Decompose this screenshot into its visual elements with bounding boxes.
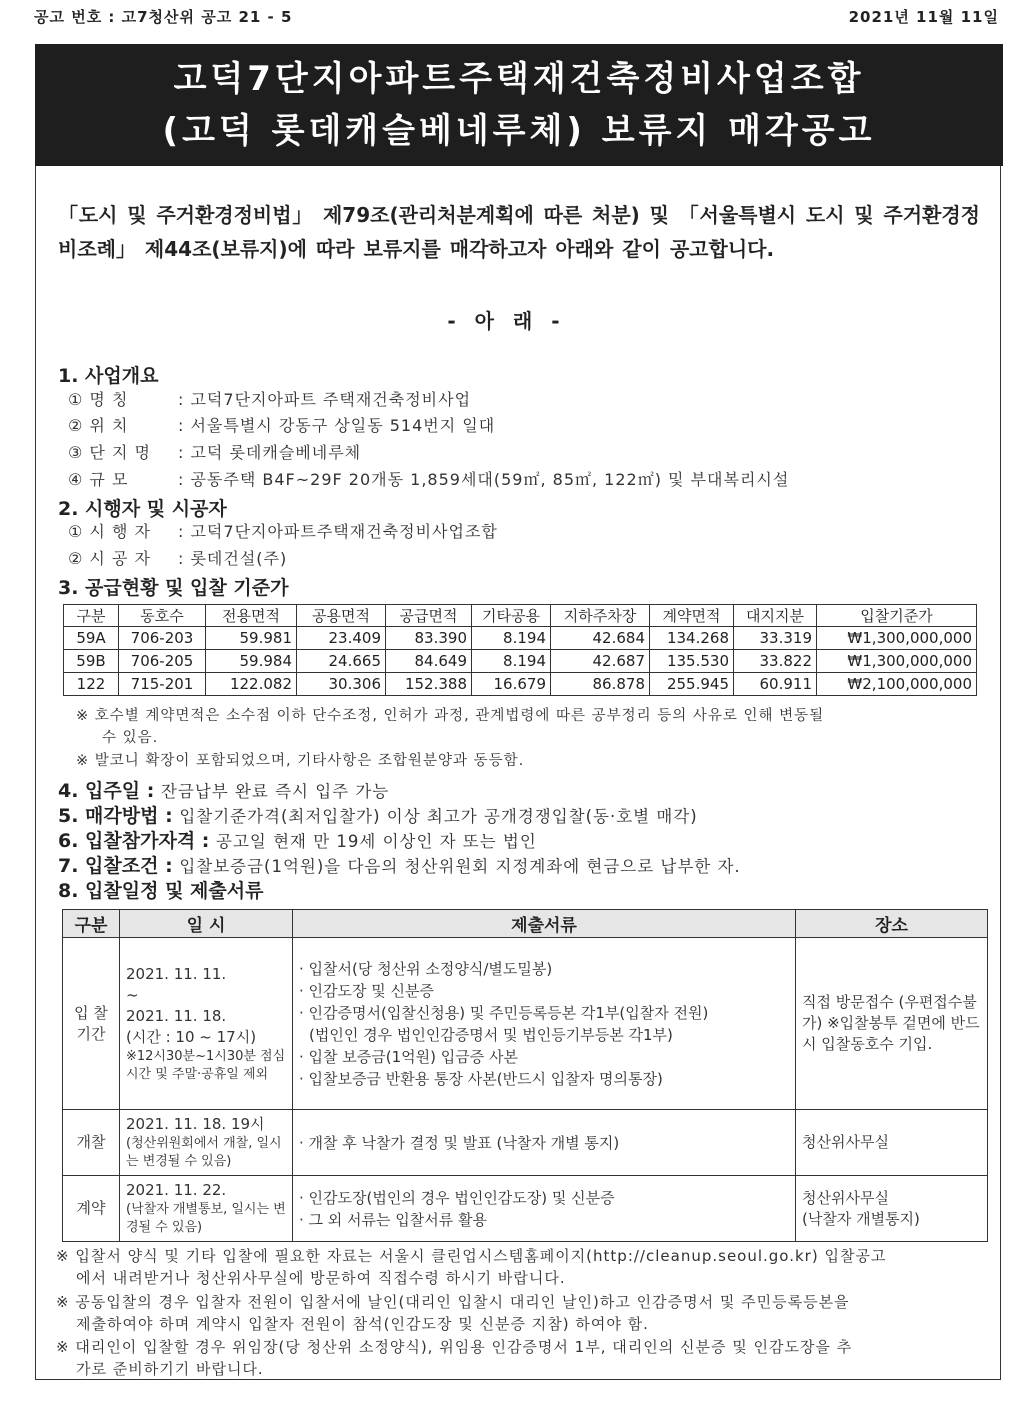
contract-note: (낙찰자 개별통보, 일시는 변경될 수 있음)	[126, 1202, 286, 1235]
title-line-2: (고덕 롯데캐슬베네루체) 보류지 매각공고	[162, 111, 876, 151]
place-cell: 직접 방문접수 (우편접수불가) ※입찰봉투 겉면에 반드시 입찰동호수 기입.	[796, 938, 988, 1110]
col-header: 제출서류	[293, 910, 796, 938]
cell: 86.878	[551, 673, 650, 696]
cell: 60.911	[734, 673, 817, 696]
section-1-title: 1. 사업개요	[58, 365, 159, 387]
col-header: 구분	[64, 605, 119, 627]
table-row	[64, 650, 977, 673]
section-4-value: 잔금납부 완료 즉시 입주 가능	[160, 782, 390, 801]
overview-item-scale	[68, 467, 789, 490]
section-6-value: 공고일 현재 만 19세 이상인 자 또는 법인	[216, 832, 537, 851]
schedule-cell	[120, 1176, 293, 1242]
area-note-line-2: 수 있음.	[102, 730, 159, 746]
cell: 135.530	[650, 650, 734, 673]
cell: 42.684	[551, 627, 650, 650]
cell: 16.679	[472, 673, 551, 696]
time-range: (시간 : 10 ~ 17시)	[126, 1027, 257, 1046]
cell: 8.194	[472, 650, 551, 673]
item-value: : 고덕7단지아파트 주택재건축정비사업	[178, 390, 472, 409]
cell: 24.665	[297, 650, 386, 673]
area-note-line-1: ※ 호수별 계약면적은 소수점 이하 단수조정, 인허가 과정, 관계법령에 따른 공부정리 등의 사유로 인해 변동될	[76, 708, 825, 724]
table-header-row	[63, 910, 988, 938]
cell: ₩1,300,000,000	[817, 650, 977, 673]
cell: 33.822	[734, 650, 817, 673]
cell: 83.390	[386, 627, 472, 650]
title-banner	[35, 44, 1003, 166]
list-item: · 그 외 서류는 입찰서류 활용	[299, 1210, 487, 1229]
footnote-2-line-1: ※ 공동입찰의 경우 입찰자 전원이 입찰서에 날인(대리인 입찰시 대리인 날인)하고 인감증명서 및 주민등록등본을	[56, 1293, 850, 1311]
cell: 30.306	[297, 673, 386, 696]
overview-item-location	[68, 413, 495, 436]
cell: 8.194	[472, 627, 551, 650]
list-item: · 입찰 보증금(1억원) 입금증 사본	[299, 1047, 518, 1066]
place-cell: 청산위사무실	[796, 1110, 988, 1176]
section-7-label: 7. 입찰조건 :	[58, 855, 173, 877]
item-key: ① 명 칭	[68, 390, 129, 409]
item-key: ② 위 치	[68, 416, 129, 435]
col-header: 입찰기준가	[817, 605, 977, 627]
section-2-title: 2. 시행자 및 시공자	[58, 498, 227, 520]
table-header-row	[64, 605, 977, 627]
cell: 23.409	[297, 627, 386, 650]
place-line-2: (낙찰자 개별통지)	[802, 1209, 920, 1228]
documents-cell	[293, 1176, 796, 1242]
item-key: ② 시 공 자	[68, 549, 151, 568]
overview-item-name	[68, 387, 471, 410]
cell: 59A	[64, 627, 119, 650]
date-start: 2021. 11. 11.	[126, 964, 227, 983]
item-value: : 공동주택 B4F~29F 20개동 1,859세대(59㎡, 85㎡, 122㎡) 및 부대복리시설	[178, 470, 790, 489]
lunch-note: ※12시30분~1시30분 점심시간 및 주말·공휴일 제외	[126, 1048, 286, 1082]
date-tilde: ~	[126, 985, 139, 1004]
section-4-label: 4. 입주일 :	[58, 780, 155, 802]
builder-item	[68, 546, 287, 569]
item-value: : 고덕7단지아파트주택재건축정비사업조합	[178, 522, 498, 541]
section-8-title: 8. 입찰일정 및 제출서류	[58, 880, 264, 902]
notice-number: 공고 번호 : 고7청산위 공고 21 - 5	[34, 8, 293, 26]
cell: 706-203	[119, 627, 206, 650]
table-row	[63, 1176, 988, 1242]
cell: 255.945	[650, 673, 734, 696]
section-5	[58, 801, 698, 828]
col-header: 동호수	[119, 605, 206, 627]
date-open: 2021. 11. 18. 19시	[126, 1115, 265, 1133]
date-end: 2021. 11. 18.	[126, 1006, 227, 1025]
cell: 84.649	[386, 650, 472, 673]
footnote-1-line-2: 에서 내려받거나 청산위사무실에 방문하여 직접수령 하시기 바랍니다.	[76, 1269, 566, 1287]
place-line-1: 청산위사무실	[802, 1188, 889, 1207]
col-header: 대지지분	[734, 605, 817, 627]
item-value: : 서울특별시 강동구 상일동 514번지 일대	[178, 416, 496, 435]
col-header: 지하주차장	[551, 605, 650, 627]
cell: 706-205	[119, 650, 206, 673]
cell: 152.388	[386, 673, 472, 696]
col-header: 전용면적	[206, 605, 297, 627]
list-item: · 입찰서(당 청산위 소정양식/별도밀봉)	[299, 959, 553, 978]
table-row	[64, 673, 977, 696]
supply-table	[63, 604, 977, 696]
section-5-label: 5. 매각방법 :	[58, 805, 173, 827]
row-type: 계약	[63, 1176, 120, 1242]
cell: 122	[64, 673, 119, 696]
notice-date: 2021년 11월 11일	[848, 8, 999, 26]
col-header: 공급면적	[386, 605, 472, 627]
cell: 59.984	[206, 650, 297, 673]
section-7-value: 입찰보증금(1억원)을 다음의 청산위원회 지정계좌에 현금으로 납부한 자.	[179, 857, 741, 876]
schedule-table	[62, 909, 988, 1242]
table-row	[64, 627, 977, 650]
section-3-title: 3. 공급현황 및 입찰 기준가	[58, 577, 289, 599]
section-4	[58, 776, 389, 803]
overview-item-complex	[68, 440, 361, 463]
list-item: · 인감증명서(입찰신청용) 및 주민등록등본 각1부(입찰자 전원)	[299, 1003, 709, 1022]
section-6	[58, 826, 537, 853]
col-header: 계약면적	[650, 605, 734, 627]
cell: ₩1,300,000,000	[817, 627, 977, 650]
item-value: : 고덕 롯데캐슬베네루체	[178, 443, 362, 462]
item-value: : 롯데건설(주)	[178, 549, 288, 568]
section-6-label: 6. 입찰참가자격 :	[58, 830, 210, 852]
item-key: ④ 규 모	[68, 470, 129, 489]
cell: 59.981	[206, 627, 297, 650]
col-header: 구분	[63, 910, 120, 938]
col-header: 일 시	[120, 910, 293, 938]
list-item: (법인인 경우 법인인감증명서 및 법인등기부등본 각1부)	[309, 1025, 673, 1044]
footnote-3-line-2: 가로 준비하기기 바랍니다.	[76, 1360, 264, 1378]
documents-cell	[293, 1110, 796, 1176]
cell: 122.082	[206, 673, 297, 696]
cell: ₩2,100,000,000	[817, 673, 977, 696]
cell: 33.319	[734, 627, 817, 650]
footnote-2-line-2: 제출하여야 하며 계약시 입찰자 전원이 참석(인감도장 및 신분증 지참) 하여야 함.	[76, 1315, 649, 1333]
table-row	[63, 938, 988, 1110]
cell: 134.268	[650, 627, 734, 650]
row-type: 개찰	[63, 1110, 120, 1176]
table-row	[63, 1110, 988, 1176]
documents-cell	[293, 938, 796, 1110]
col-header: 기타공용	[472, 605, 551, 627]
col-header: 장소	[796, 910, 988, 938]
section-separator: - 아 래 -	[447, 309, 566, 333]
intro-paragraph: 「도시 및 주거환경정비법」 제79조(관리처분계획에 따른 처분) 및 「서울특별시 도시 및 주거환경정비조례」 제44조(보류지)에 따라 보류지를 매각하고자 아래와 같이 공고합니다.	[58, 203, 980, 261]
open-note: (청산위원회에서 개찰, 일시는 변경될 수 있음)	[126, 1136, 282, 1169]
col-header: 공용면적	[297, 605, 386, 627]
cell: 59B	[64, 650, 119, 673]
cell: 42.687	[551, 650, 650, 673]
row-type: 입 찰 기간	[63, 938, 120, 1110]
item-key: ③ 단 지 명	[68, 443, 151, 462]
list-item: · 인감도장(법인의 경우 법인인감도장) 및 신분증	[299, 1188, 615, 1207]
schedule-cell	[120, 1110, 293, 1176]
schedule-cell	[120, 938, 293, 1110]
list-item: · 개찰 후 낙찰가 결정 및 발표 (낙찰자 개별 통지)	[299, 1133, 620, 1152]
list-item: · 입찰보증금 반환용 통장 사본(반드시 입찰자 명의통장)	[299, 1069, 663, 1088]
place-cell	[796, 1176, 988, 1242]
section-7	[58, 851, 741, 878]
footnote-1-line-1: ※ 입찰서 양식 및 기타 입찰에 필요한 자료는 서울시 클린업시스템홈페이지(http://cleanup.seoul.go.kr) 입찰공고	[56, 1247, 887, 1265]
section-5-value: 입찰기준가격(최저입찰가) 이상 최고가 공개경쟁입찰(동·호별 매각)	[179, 807, 698, 826]
list-item: · 인감도장 및 신분증	[299, 981, 434, 1000]
date-contract: 2021. 11. 22.	[126, 1181, 227, 1199]
cell: 715-201	[119, 673, 206, 696]
item-key: ① 시 행 자	[68, 522, 151, 541]
developer-item	[68, 519, 498, 542]
title-line-1: 고덕7단지아파트주택재건축정비사업조합	[173, 59, 865, 99]
footnote-3-line-1: ※ 대리인이 입찰할 경우 위임장(당 청산위 소정양식), 위임용 인감증명서 1부, 대리인의 신분증 및 인감도장을 추	[56, 1338, 853, 1356]
balcony-note: ※ 발코니 확장이 포함되었으며, 기타사항은 조합원분양과 동등함.	[76, 753, 525, 769]
